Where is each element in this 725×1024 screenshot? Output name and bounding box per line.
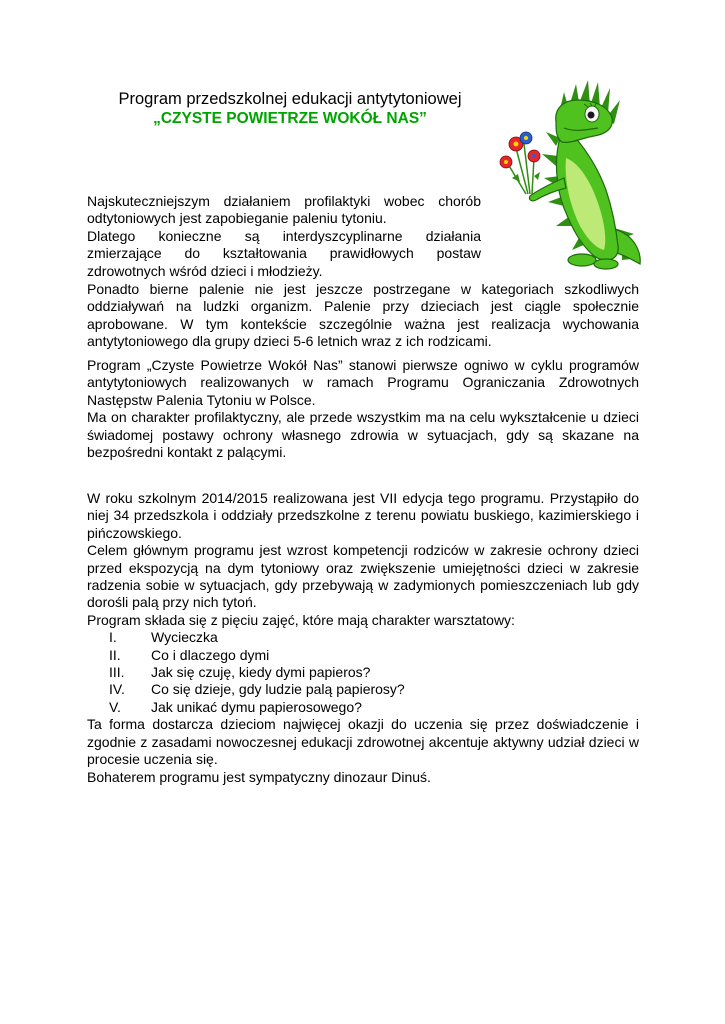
intro-section xyxy=(87,193,639,280)
list-item-label: Jak się czuję, kiedy dymi papieros? xyxy=(151,664,371,681)
program-paragraph-1: Program „Czyste Powietrze Wokół Nas” stanowi pierwsze ogniwo w cyklu programów antytytoniowych realizowanych w ramach Programu Ograniczania Zdrowotnych Następstw Palenia Tytoniu w Polsce. xyxy=(87,357,639,408)
list-item-number: IV. xyxy=(109,681,125,698)
document-title: Program przedszkolnej edukacji antytytoniowej xyxy=(118,90,462,108)
edition-paragraph-1: W roku szkolnym 2014/2015 realizowana jest VII edycja tego programu. Przystąpiło do niej 34 przedszkola i oddziały przedszkolne z terenu powiatu buskiego, kazimierskiego i pińczowskiego. xyxy=(87,490,639,541)
list-item-number: I. xyxy=(109,629,117,646)
title-block xyxy=(80,89,500,129)
program-section xyxy=(87,357,639,461)
intro-paragraph-2: Dlatego konieczne są interdyszcyplinarne działania zmierzające do kształtowania prawidłowych postaw zdrowotnych wśród dzieci i młodzieży. xyxy=(87,227,481,279)
hero-paragraph: Bohaterem programu jest sympatyczny dinozaur Dinuś. xyxy=(87,768,431,785)
workshops-list xyxy=(87,629,639,716)
list-item xyxy=(87,647,639,664)
list-item xyxy=(87,681,639,698)
goal-paragraph: Celem głównym programu jest wzrost kompetencji rodziców w zakresie ochrony dzieci przed ekspozycją na dym tytoniowy oraz zwiększenie umiejętności dzieci w zakresie radzenia sobie w sytuacjach, gdy przebywają w zadymionych pomieszczeniach lub gdy dorośli palą przy nich tytoń. xyxy=(87,542,639,611)
list-item xyxy=(87,629,639,646)
program-name: „CZYSTE POWIETRZE WOKÓŁ NAS” xyxy=(153,110,427,127)
flower-bouquet-icon xyxy=(500,132,540,194)
edition-section xyxy=(87,490,639,786)
list-item xyxy=(87,699,639,716)
program-paragraph-2: Ma on charakter profilaktyczny, ale przede wszystkim ma na celu wykształcenie u dzieci świadomej postawy ochrony własnego zdrowia w sytuacjach, gdy są skazane na bezpośredni kontakt z palącymi. xyxy=(87,409,639,461)
intro-paragraph-1: Najskuteczniejszym działaniem profilaktyki wobec chorób odtytoniowych jest zapobieganie paleniu tytoniu. xyxy=(87,193,481,227)
list-item-label: Jak unikać dymu papierosowego? xyxy=(151,698,362,715)
list-item-label: Co się dzieje, gdy ludzie palą papierosy? xyxy=(151,681,405,698)
passive-smoking-paragraph: Ponadto bierne palenie nie jest jeszcze postrzegane w kategoriach szkodliwych oddziaływań na ludzki organizm. Palenie przy dzieciach jest ciągle społecznie aprobowane. W tym kontekście szczególnie ważna jest realizacja wychowania antytytoniowego dla grupy dzieci 5-6 letnich wraz z ich rodzicami. xyxy=(87,281,639,350)
passive-smoking-section xyxy=(87,281,639,351)
workshops-intro: Program składa się z pięciu zajęć, które mają charakter warsztatowy: xyxy=(87,611,515,628)
list-item-number: III. xyxy=(109,664,125,681)
list-item-label: Wycieczka xyxy=(151,629,218,646)
list-item-number: V. xyxy=(109,698,121,715)
list-item-label: Co i dlaczego dymi xyxy=(151,646,270,663)
list-item xyxy=(87,664,639,681)
method-paragraph: Ta forma dostarcza dzieciom najwięcej okazji do uczenia się przez doświadczenie i zgodnie z zasadami nowoczesnej edukacji zdrowotnej akcentuje aktywny udział dzieci w procesie uczenia się. xyxy=(87,716,639,768)
list-item-number: II. xyxy=(109,646,121,663)
